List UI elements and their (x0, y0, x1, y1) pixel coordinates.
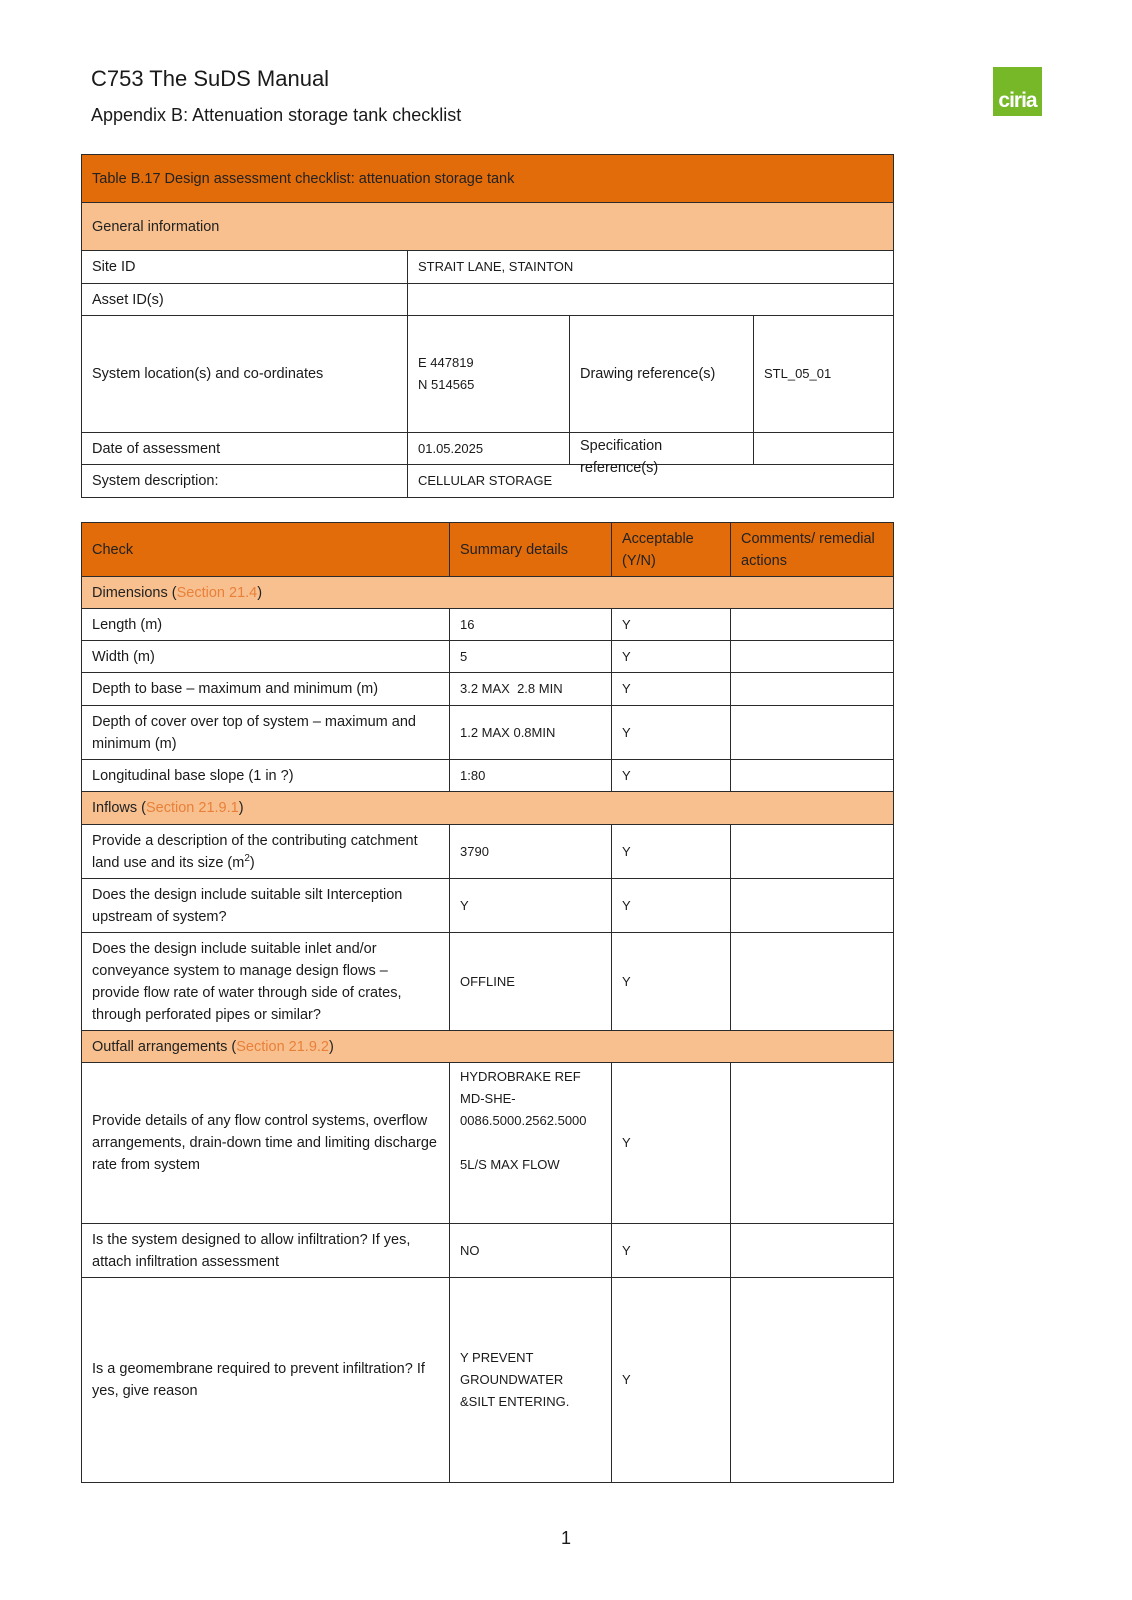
easting: E 447819 (418, 355, 474, 370)
section-reference-link[interactable]: Section 21.4 (176, 584, 258, 601)
northing: N 514565 (418, 377, 475, 392)
table-row (82, 641, 894, 673)
comments-cell (731, 1063, 894, 1224)
summary-cell: 3790 (450, 825, 612, 879)
asset-id-label: Asset ID(s) (82, 284, 408, 316)
acceptable-cell: Y (612, 1278, 731, 1483)
comments-cell (731, 933, 894, 1031)
drawing-ref-label: Drawing reference(s) (570, 316, 754, 433)
check-cell: Does the design include suitable silt Interception upstream of system? (82, 879, 450, 933)
column-header-summary: Summary details (450, 523, 612, 577)
acceptable-cell: Y (612, 641, 731, 673)
section-header-row (82, 577, 894, 609)
acceptable-cell: Y (612, 825, 731, 879)
section-dimensions: Dimensions (Section 21.4) (82, 577, 894, 609)
table-row (82, 760, 894, 792)
summary-cell: 16 (450, 609, 612, 641)
summary-cell: 5 (450, 641, 612, 673)
site-id-label: Site ID (82, 251, 408, 284)
section-title: Dimensions (92, 584, 168, 601)
summary-line: 5L/S MAX FLOW (460, 1157, 560, 1172)
comments-cell (731, 609, 894, 641)
comments-cell (731, 1278, 894, 1483)
summary-cell: 1:80 (450, 760, 612, 792)
table-row (82, 825, 894, 879)
summary-cell: OFFLINE (450, 933, 612, 1031)
summary-cell: 1.2 MAX 0.8MIN (450, 706, 612, 760)
summary-cell (450, 1063, 612, 1224)
table-row (82, 316, 894, 433)
comments-cell (731, 879, 894, 933)
specification-value (754, 433, 894, 465)
comments-cell (731, 760, 894, 792)
section-title: Inflows (92, 800, 138, 816)
section-header-row (82, 1031, 894, 1063)
section-title: Outfall arrangements (92, 1038, 228, 1055)
summary-cell: Y (450, 879, 612, 933)
table-row (82, 706, 894, 760)
page-number: 1 (560, 1528, 571, 1548)
section-inflows: Inflows (Section 21.9.1) (82, 792, 894, 825)
section-reference-link[interactable]: Section 21.9.1 (146, 800, 239, 816)
comments-cell (731, 641, 894, 673)
check-text: Provide a description of the contributing catchment land use and its size (m (92, 832, 418, 871)
comments-cell (731, 706, 894, 760)
table-row (82, 933, 894, 1031)
section-reference-link[interactable]: Section 21.9.2 (236, 1038, 329, 1055)
general-information-table (81, 154, 894, 498)
acceptable-cell: Y (612, 879, 731, 933)
section-general-information: General information (82, 203, 894, 251)
table-row (82, 433, 894, 465)
superscript: 2 (244, 852, 250, 864)
description-label: System description: (82, 465, 408, 498)
table-row (82, 251, 894, 284)
logo-text: ciria (998, 89, 1037, 112)
site-id-value: STRAIT LANE, STAINTON (408, 251, 894, 284)
table-row (82, 465, 894, 498)
checklist-table (81, 522, 894, 1483)
check-cell: Width (m) (82, 641, 450, 673)
asset-id-value (408, 284, 894, 316)
description-value: CELLULAR STORAGE (408, 465, 894, 498)
acceptable-cell: Y (612, 760, 731, 792)
check-cell: Does the design include suitable inlet and/or conveyance system to manage design flows – provide flow rate of water through side of crates, through perforated pipes or similar? (82, 933, 450, 1031)
date-label: Date of assessment (82, 433, 408, 465)
section-header-row (82, 792, 894, 825)
table-row (82, 1224, 894, 1278)
section-header-row (82, 203, 894, 251)
drawing-ref-value: STL_05_01 (754, 316, 894, 433)
check-cell: Depth of cover over top of system – maximum and minimum (m) (82, 706, 450, 760)
check-cell: Depth to base – maximum and minimum (m) (82, 673, 450, 706)
location-value (408, 316, 570, 433)
table-row (82, 284, 894, 316)
section-outfall-arrangements: Outfall arrangements (Section 21.9.2) (82, 1031, 894, 1063)
check-cell (82, 825, 450, 879)
comments-cell (731, 673, 894, 706)
specification-label-text: Specification reference(s) (580, 438, 663, 476)
acceptable-cell: Y (612, 1063, 731, 1224)
check-cell: Longitudinal base slope (1 in ?) (82, 760, 450, 792)
summary-cell: 3.2 MAX 2.8 MIN (450, 673, 612, 706)
acceptable-cell: Y (612, 609, 731, 641)
acceptable-cell: Y (612, 706, 731, 760)
check-cell: Is the system designed to allow infiltration? If yes, attach infiltration assessment (82, 1224, 450, 1278)
column-header-acceptable: Acceptable (Y/N) (612, 523, 731, 577)
column-header-check: Check (82, 523, 450, 577)
document-title: C753 The SuDS Manual (91, 66, 330, 91)
document-subtitle: Appendix B: Attenuation storage tank checklist (91, 105, 462, 125)
specification-label (570, 433, 754, 476)
column-header-comments: Comments/ remedial actions (731, 523, 894, 577)
check-cell: Is a geomembrane required to prevent infiltration? If yes, give reason (82, 1278, 450, 1483)
summary-line: HYDROBRAKE REF MD-SHE-0086.5000.2562.5000 (460, 1069, 587, 1128)
comments-cell (731, 825, 894, 879)
ciria-logo (993, 67, 1042, 116)
table-title-row (82, 155, 894, 203)
check-text-tail: ) (249, 854, 255, 871)
table-row (82, 609, 894, 641)
check-cell: Provide details of any flow control systems, overflow arrangements, drain-down time and limiting discharge rate from system (82, 1063, 450, 1224)
table-row (82, 673, 894, 706)
table-row (82, 879, 894, 933)
check-cell: Length (m) (82, 609, 450, 641)
table-title: Table B.17 Design assessment checklist: attenuation storage tank (82, 155, 894, 203)
acceptable-cell: Y (612, 1224, 731, 1278)
comments-cell (731, 1224, 894, 1278)
acceptable-cell: Y (612, 933, 731, 1031)
summary-cell: Y PREVENT GROUNDWATER &SILT ENTERING. (450, 1278, 612, 1483)
acceptable-cell: Y (612, 673, 731, 706)
date-value: 01.05.2025 (408, 433, 570, 465)
table-row (82, 1278, 894, 1483)
table-row (82, 1063, 894, 1224)
checklist-header-row (82, 523, 894, 577)
summary-cell: NO (450, 1224, 612, 1278)
location-label: System location(s) and co-ordinates (82, 316, 408, 433)
